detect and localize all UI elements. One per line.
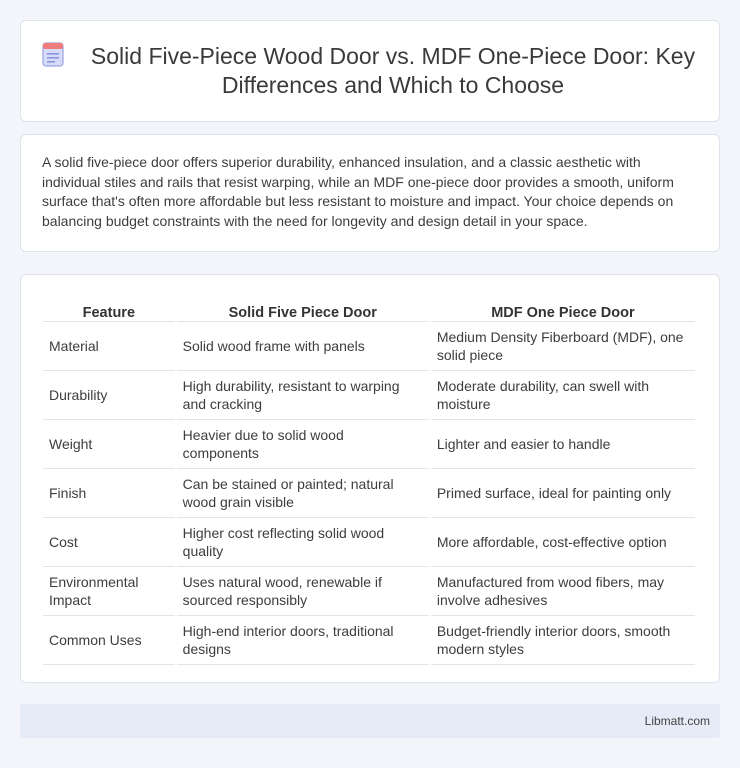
page-title: Solid Five-Piece Wood Door vs. MDF One-Piece Door: Key Differences and Which to Choose bbox=[90, 43, 696, 98]
comparison-table-card bbox=[20, 274, 720, 683]
table-row bbox=[43, 420, 695, 469]
header-solid-door: Solid Five Piece Door bbox=[177, 297, 429, 322]
document-icon bbox=[41, 40, 65, 68]
footer bbox=[20, 704, 720, 738]
row-feature: Environmental Impact bbox=[43, 567, 175, 616]
row-solid-value: Uses natural wood, renewable if sourced responsibly bbox=[177, 567, 429, 616]
row-mdf-value: Medium Density Fiberboard (MDF), one solid piece bbox=[431, 322, 695, 371]
row-feature: Durability bbox=[43, 371, 175, 420]
summary-card bbox=[20, 134, 720, 252]
comparison-table bbox=[41, 297, 697, 665]
row-solid-value: Higher cost reflecting solid wood quality bbox=[177, 518, 429, 567]
table-row bbox=[43, 567, 695, 616]
row-mdf-value: Moderate durability, can swell with moisture bbox=[431, 371, 695, 420]
row-solid-value: Heavier due to solid wood components bbox=[177, 420, 429, 469]
title-wrap bbox=[21, 21, 719, 121]
row-feature: Material bbox=[43, 322, 175, 371]
table-row bbox=[43, 469, 695, 518]
row-solid-value: Can be stained or painted; natural wood grain visible bbox=[177, 469, 429, 518]
row-feature: Finish bbox=[43, 469, 175, 518]
header-feature: Feature bbox=[43, 297, 175, 322]
row-feature: Weight bbox=[43, 420, 175, 469]
row-mdf-value: Lighter and easier to handle bbox=[431, 420, 695, 469]
row-feature: Cost bbox=[43, 518, 175, 567]
row-mdf-value: Manufactured from wood fibers, may involve adhesives bbox=[431, 567, 695, 616]
header-mdf-door: MDF One Piece Door bbox=[431, 297, 695, 322]
row-mdf-value: Budget-friendly interior doors, smooth modern styles bbox=[431, 616, 695, 665]
table-row bbox=[43, 518, 695, 567]
summary-text: A solid five-piece door offers superior durability, enhanced insulation, and a classic aesthetic with individual stiles and rails that resist warping, while an MDF one-piece door provides a smooth, uniform surface that's often more affordable but less resistant to moisture and impact. Your choice depends on balancing budget constraints with the need for longevity and design detail in your space. bbox=[42, 154, 674, 229]
title-card bbox=[20, 20, 720, 122]
row-mdf-value: More affordable, cost-effective option bbox=[431, 518, 695, 567]
footer-site-link[interactable]: Libmatt.com bbox=[644, 714, 710, 728]
row-mdf-value: Primed surface, ideal for painting only bbox=[431, 469, 695, 518]
table-row bbox=[43, 371, 695, 420]
row-solid-value: High durability, resistant to warping and cracking bbox=[177, 371, 429, 420]
table-row bbox=[43, 616, 695, 665]
row-solid-value: High-end interior doors, traditional designs bbox=[177, 616, 429, 665]
row-solid-value: Solid wood frame with panels bbox=[177, 322, 429, 371]
table-row bbox=[43, 322, 695, 371]
table-header-row bbox=[43, 297, 695, 322]
row-feature: Common Uses bbox=[43, 616, 175, 665]
